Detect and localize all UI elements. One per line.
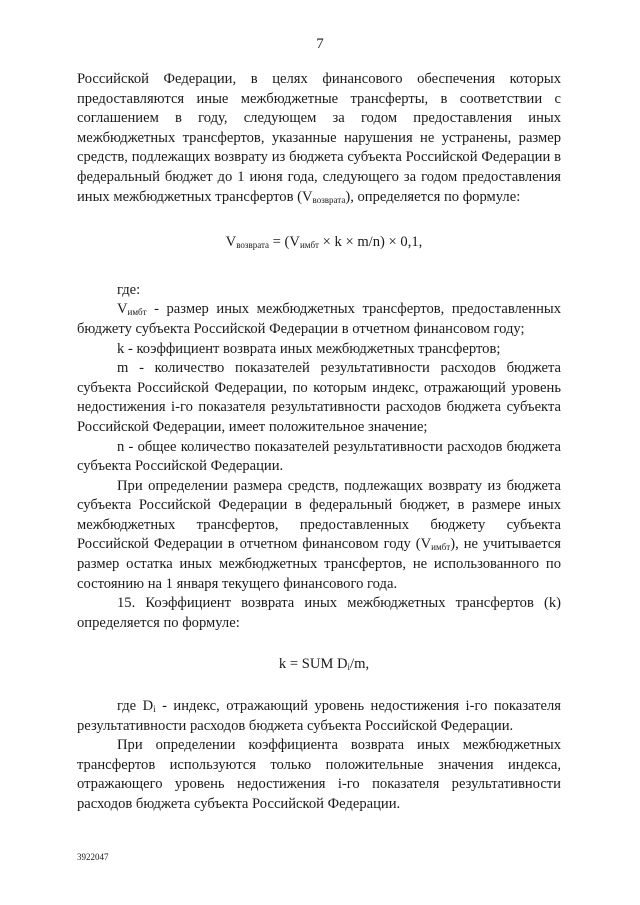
definition-m: m - количество показателей результативности расходов бюджета субъекта Российской Федерации, по которым индекс, отражающий уровень недостижения i-го показателя результативности расходов бюджета субъекта Российской Федерации, имеет положительное значение; bbox=[77, 360, 561, 435]
paragraph-intro bbox=[77, 70, 561, 207]
subscript: возврата bbox=[312, 194, 346, 205]
text-run: Российской Федерации, в целях финансового обеспечения которых предоставляются иные межбюджетные трансферты, в соответствии с соглашением в году, следующем за годом предоставления иных межбюджетных трансфертов, указанные нарушения не устранены, размер средств, подлежащих возврату из бюджета субъекта Российской Федерации в федеральный бюджет до 1 июня года, следующего за годом предоставления иных межбюджетных трансфертов (V bbox=[77, 71, 561, 205]
formula-coefficient bbox=[77, 655, 561, 675]
paragraph-positive-values: При определении коэффициента возврата иных межбюджетных трансфертов используются только положительные значения индекса, отражающего уровень недостижения i-го показателя результативности расходов бюджета субъекта Российской Федерации. bbox=[77, 737, 561, 812]
where-label: где: bbox=[117, 281, 141, 298]
subscript: имбт bbox=[127, 307, 147, 318]
formula-return-amount bbox=[77, 233, 561, 253]
text-run: где D bbox=[117, 698, 154, 715]
document-body bbox=[77, 70, 561, 815]
paragraph-exclusion bbox=[77, 477, 561, 595]
text-run: V bbox=[225, 234, 237, 251]
document-id: 3922047 bbox=[77, 852, 109, 862]
text-run: = (V bbox=[269, 234, 300, 251]
paragraph-15: 15. Коэффициент возврата иных межбюджетных трансфертов (k) определяется по формуле: bbox=[77, 595, 561, 631]
definition-k: k - коэффициент возврата иных межбюджетных трансфертов; bbox=[117, 340, 501, 357]
text-run: k = SUM D bbox=[278, 656, 348, 673]
definition-v-imbt bbox=[77, 300, 561, 339]
text-run: ), определяется по формуле: bbox=[345, 188, 521, 205]
text-run: ), не учитывается размер остатка иных межбюджетных трансфертов, не использованного по состоянию на 1 января текущего финансового года. bbox=[77, 536, 561, 592]
subscript: i bbox=[347, 662, 351, 673]
subscript: i bbox=[153, 704, 156, 715]
page-number: 7 bbox=[316, 36, 324, 52]
text-run: - индекс, отражающий уровень недостижения i-го показателя результативности расходов бюджета субъекта Российской Федерации. bbox=[77, 698, 561, 734]
definition-d-i bbox=[77, 697, 561, 736]
text-run: × k × m/n) × 0,1, bbox=[318, 234, 423, 251]
text-run: V bbox=[117, 301, 128, 318]
text-run: - размер иных межбюджетных трансфертов, предоставленных бюджету субъекта Российской Федерации в отчетном финансовом году; bbox=[77, 301, 561, 337]
subscript: возврата bbox=[236, 240, 270, 251]
text-run: /m, bbox=[350, 656, 370, 673]
text-run: При определении размера средств, подлежащих возврату из бюджета субъекта Российской Федерации в федеральный бюджет, в размере иных межбюджетных трансфертов, предоставленных бюджету субъекта Российской Федерации в отчетном финансовом году (V bbox=[77, 477, 561, 553]
subscript: имбт bbox=[299, 240, 319, 251]
definition-n: n - общее количество показателей результативности расходов бюджета субъекта Российской Федерации. bbox=[77, 438, 561, 475]
subscript: имбт bbox=[431, 542, 451, 553]
